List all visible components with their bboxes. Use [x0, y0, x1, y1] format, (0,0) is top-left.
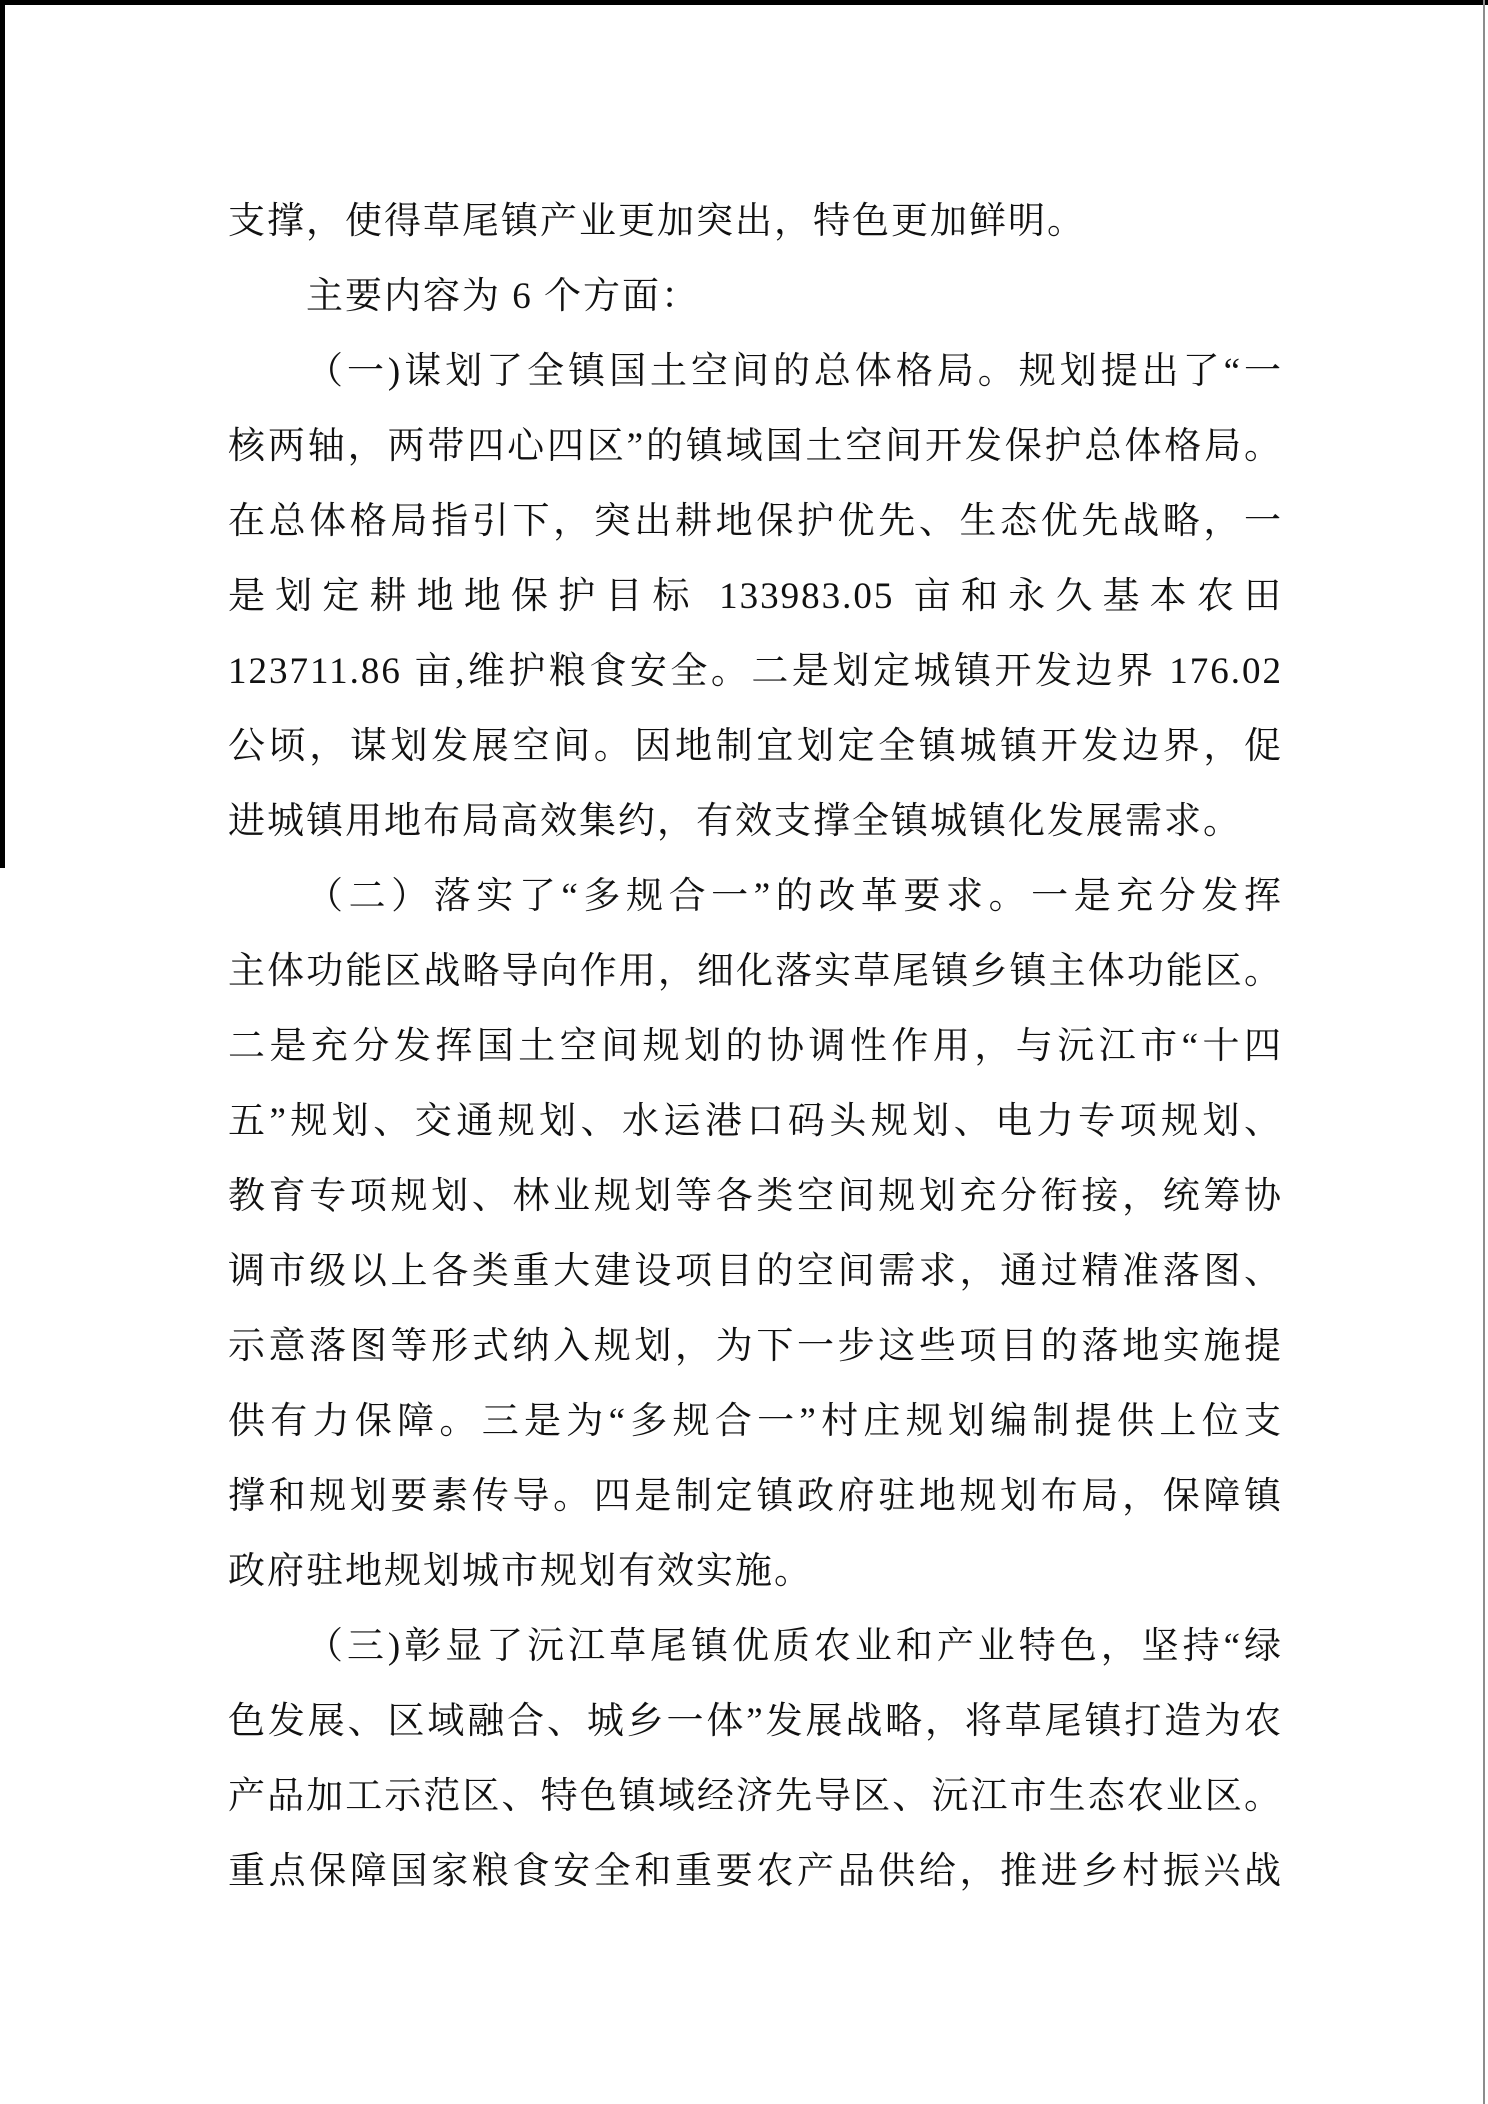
text-line: 色发展、区域融合、城乡一体”发展战略，将草尾镇打造为农 [228, 1701, 1283, 1742]
text-line: 核两轴，两带四心四区”的镇域国土空间开发保护总体格局。 [228, 426, 1283, 467]
text-line: 教育专项规划、林业规划等各类空间规划充分衔接，统筹协 [228, 1176, 1283, 1217]
text-line: 调市级以上各类重大建设项目的空间需求，通过精准落图、 [228, 1251, 1283, 1292]
text-line: 主要内容为 6 个方面： [306, 276, 700, 317]
page-right-edge-line [1483, 0, 1485, 2104]
text-line: 公顷，谋划发展空间。因地制宜划定全镇城镇开发边界，促 [228, 726, 1283, 767]
text-line: （一)谋划了全镇国土空间的总体格局。规划提出了“一 [306, 351, 1283, 392]
page-left-edge [0, 0, 5, 868]
text-line: 在总体格局指引下，突出耕地保护优先、生态优先战略，一 [228, 501, 1283, 542]
text-line: 重点保障国家粮食安全和重要农产品供给，推进乡村振兴战 [228, 1851, 1283, 1892]
text-line: 供有力保障。三是为“多规合一”村庄规划编制提供上位支 [228, 1401, 1283, 1442]
text-line: （三)彰显了沅江草尾镇优质农业和产业特色，坚持“绿 [306, 1626, 1283, 1667]
text-line: 示意落图等形式纳入规划，为下一步这些项目的落地实施提 [228, 1326, 1283, 1367]
text-line: 支撑，使得草尾镇产业更加突出，特色更加鲜明。 [228, 201, 1086, 242]
text-line: 进城镇用地布局高效集约，有效支撑全镇城镇化发展需求。 [228, 801, 1242, 842]
text-line: 产品加工示范区、特色镇域经济先导区、沅江市生态农业区。 [228, 1776, 1283, 1817]
text-line: 政府驻地规划城市规划有效实施。 [228, 1551, 813, 1592]
text-line: 123711.86 亩,维护粮食安全。二是划定城镇开发边界 176.02 [228, 651, 1283, 692]
document-body [228, 184, 1283, 1909]
text-line: 二是充分发挥国土空间规划的协调性作用，与沅江市“十四 [228, 1026, 1283, 1067]
text-line: （二）落实了“多规合一”的改革要求。一是充分发挥 [306, 876, 1283, 917]
page-top-edge [0, 0, 1488, 5]
text-line: 主体功能区战略导向作用，细化落实草尾镇乡镇主体功能区。 [228, 951, 1283, 992]
text-line: 撑和规划要素传导。四是制定镇政府驻地规划布局，保障镇 [228, 1476, 1283, 1517]
text-line: 五”规划、交通规划、水运港口码头规划、电力专项规划、 [228, 1101, 1283, 1142]
text-line: 是划定耕地地保护目标 133983.05 亩和永久基本农田 [228, 576, 1283, 617]
